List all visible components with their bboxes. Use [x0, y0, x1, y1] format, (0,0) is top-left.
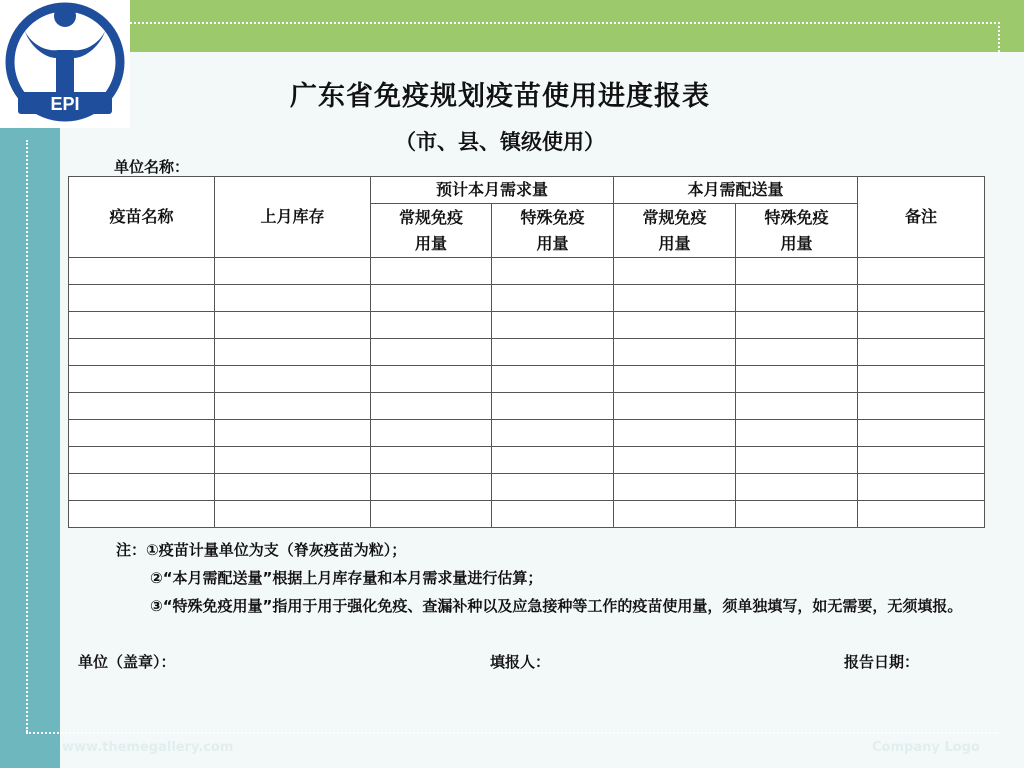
table-cell[interactable]: [492, 366, 614, 393]
table-cell[interactable]: [371, 312, 492, 339]
report-date-label: 报告日期：: [844, 653, 920, 671]
table-cell[interactable]: [69, 366, 215, 393]
table-cell[interactable]: [215, 366, 371, 393]
table-cell[interactable]: [371, 285, 492, 312]
table-row: [69, 393, 985, 420]
table-cell[interactable]: [69, 312, 215, 339]
note-line-2: ②“本月需配送量”根据上月库存量和本月需求量进行估算；: [150, 569, 543, 587]
table-cell[interactable]: [69, 474, 215, 501]
table-cell[interactable]: [736, 420, 858, 447]
table-cell[interactable]: [614, 258, 736, 285]
table-row: [69, 420, 985, 447]
table-cell[interactable]: [736, 258, 858, 285]
notes-section: [78, 536, 1018, 620]
table-cell[interactable]: [858, 339, 985, 366]
table-cell[interactable]: [215, 339, 371, 366]
table-cell[interactable]: [492, 258, 614, 285]
table-cell[interactable]: [371, 339, 492, 366]
table-cell[interactable]: [371, 420, 492, 447]
table-cell[interactable]: [614, 285, 736, 312]
table-cell[interactable]: [858, 312, 985, 339]
table-cell[interactable]: [736, 501, 858, 528]
table-cell[interactable]: [492, 339, 614, 366]
table-cell[interactable]: [858, 420, 985, 447]
table-cell[interactable]: [858, 474, 985, 501]
dotted-border-top: [130, 22, 1000, 24]
note-line-1: 注：①疫苗计量单位为支（脊灰疫苗为粒）；: [116, 541, 407, 559]
table-cell[interactable]: [215, 447, 371, 474]
table-cell[interactable]: [858, 393, 985, 420]
table-cell[interactable]: [215, 393, 371, 420]
table-cell[interactable]: [215, 420, 371, 447]
header-delivery-amount: 本月需配送量: [614, 177, 858, 204]
table-cell[interactable]: [858, 285, 985, 312]
header-forecast-special: 特殊免疫 用量: [492, 204, 614, 258]
table-row: [69, 285, 985, 312]
table-body: [69, 258, 985, 528]
table-cell[interactable]: [858, 501, 985, 528]
dotted-border-left: [26, 140, 28, 732]
header-remarks: 备注: [858, 177, 985, 258]
table-cell[interactable]: [614, 447, 736, 474]
table-cell[interactable]: [492, 501, 614, 528]
table-cell[interactable]: [371, 393, 492, 420]
table-cell[interactable]: [858, 447, 985, 474]
table-cell[interactable]: [492, 447, 614, 474]
table-cell[interactable]: [736, 339, 858, 366]
table-cell[interactable]: [614, 420, 736, 447]
table-cell[interactable]: [614, 366, 736, 393]
table-cell[interactable]: [69, 258, 215, 285]
table-cell[interactable]: [69, 393, 215, 420]
page-title: 广东省免疫规划疫苗使用进度报表: [290, 81, 710, 112]
top-green-band: [0, 0, 1024, 52]
table-row: [69, 501, 985, 528]
table-cell[interactable]: [736, 474, 858, 501]
header-delivery-routine: 常规免疫 用量: [614, 204, 736, 258]
table-cell[interactable]: [69, 339, 215, 366]
header-delivery-special: 特殊免疫 用量: [736, 204, 858, 258]
table-cell[interactable]: [614, 501, 736, 528]
header-vaccine-name: 疫苗名称: [69, 177, 215, 258]
table-cell[interactable]: [736, 312, 858, 339]
header-forecast-demand: 预计本月需求量: [371, 177, 614, 204]
table-cell[interactable]: [371, 366, 492, 393]
table-cell[interactable]: [69, 285, 215, 312]
header-forecast-routine: 常规免疫 用量: [371, 204, 492, 258]
table-cell[interactable]: [371, 258, 492, 285]
table-cell[interactable]: [371, 474, 492, 501]
table-cell[interactable]: [858, 258, 985, 285]
table-cell[interactable]: [371, 501, 492, 528]
table-cell[interactable]: [736, 285, 858, 312]
table-cell[interactable]: [215, 312, 371, 339]
footer-company-logo: Company Logo: [872, 740, 980, 755]
page-subtitle: （市、县、镇级使用）: [395, 130, 605, 154]
table-cell[interactable]: [69, 501, 215, 528]
table-row: [69, 312, 985, 339]
table-cell[interactable]: [215, 258, 371, 285]
unit-name-label: 单位名称：: [114, 158, 190, 176]
table-cell[interactable]: [614, 339, 736, 366]
table-cell[interactable]: [614, 312, 736, 339]
table-cell[interactable]: [69, 447, 215, 474]
table-cell[interactable]: [371, 447, 492, 474]
table-row: [69, 339, 985, 366]
table-cell[interactable]: [492, 312, 614, 339]
table-cell[interactable]: [492, 420, 614, 447]
header-last-month-stock: 上月库存: [215, 177, 371, 258]
table-cell[interactable]: [492, 474, 614, 501]
table-cell[interactable]: [736, 366, 858, 393]
table-row: [69, 258, 985, 285]
table-cell[interactable]: [614, 474, 736, 501]
vaccine-report-table: [68, 176, 985, 528]
table-cell[interactable]: [492, 393, 614, 420]
table-cell[interactable]: [736, 393, 858, 420]
filler-label: 填报人：: [490, 653, 551, 671]
table-cell[interactable]: [69, 420, 215, 447]
table-cell[interactable]: [492, 285, 614, 312]
dotted-border-bottom: [26, 732, 998, 734]
table-cell[interactable]: [614, 393, 736, 420]
footer-website: www.themegallery.com: [62, 740, 234, 755]
table-row: [69, 366, 985, 393]
table-cell[interactable]: [858, 366, 985, 393]
logo-text: EPI: [50, 94, 80, 114]
unit-seal-label: 单位（盖章）：: [78, 653, 176, 671]
table-cell[interactable]: [215, 474, 371, 501]
dotted-border-right: [998, 22, 1000, 52]
table-row: [69, 447, 985, 474]
table-cell[interactable]: [215, 501, 371, 528]
table-cell[interactable]: [736, 447, 858, 474]
table-row: [69, 474, 985, 501]
note-line-3: ③“特殊免疫用量”指用于用于强化免疫、查漏补种以及应急接种等工作的疫苗使用量，须单独填写，如无需要，无须填报。: [150, 597, 963, 615]
table-cell[interactable]: [215, 285, 371, 312]
